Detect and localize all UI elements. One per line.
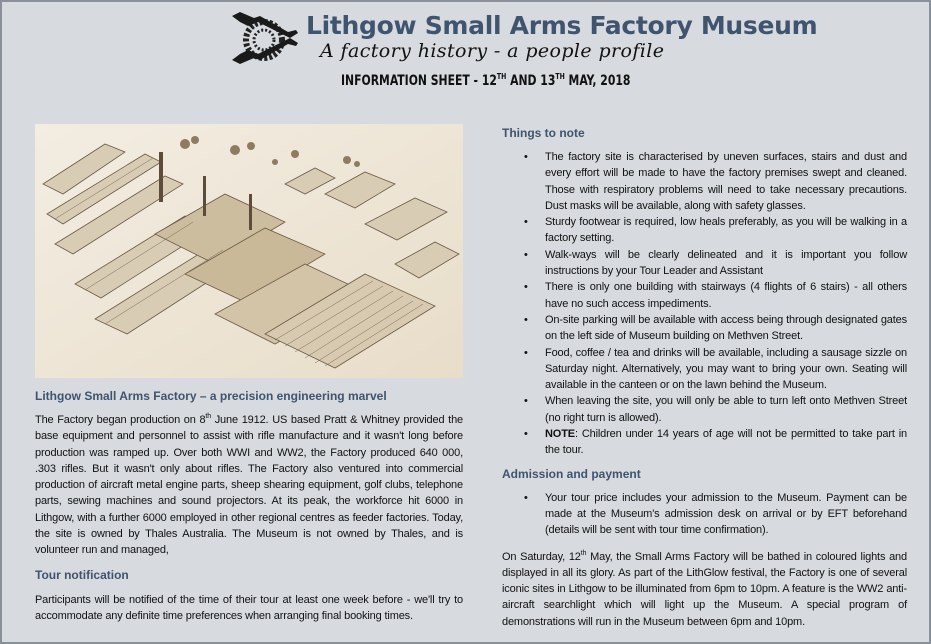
info-sheet-heading xyxy=(341,72,630,89)
bullet-icon: • xyxy=(524,151,528,163)
tour-notification-paragraph: Participants will be notified of the time of their tour at least one week before - we'll try to accommodate any definite time preferences when arranging final booking times. xyxy=(35,593,463,622)
info-sheet-sup-2: TH xyxy=(555,72,565,81)
info-sheet-and: AND 13 xyxy=(506,73,556,89)
info-sheet-sup-1: TH xyxy=(496,72,507,81)
list-item-text: Food, coffee / tea and drinks will be available, including a sausage sizzle on Saturday night. Alternatively, you may want to bring your own. Seating will available in the canteen or on the lawn behind the Museum. xyxy=(545,346,907,392)
lithglow-text-b: May, the Small Arms Factory will be bathed in coloured lights and displayed in all its glory. As part of the LithGlow festival, the Factory is one of several iconic sites in Lithgow to be illuminated from 6pm to 10pm. A feature is the WW2 anti-aircraft searchlight which will light up the Museum. A special program of demonstrations will run in the Museum between 6pm and 10pm. xyxy=(502,550,907,628)
admission-text: Your tour price includes your admission to the Museum. Payment can be made at the Museum's admission desk on arrival or by EFT beforehand (details will be sent with tour time confirmation). xyxy=(545,491,907,537)
factory-sketch-image xyxy=(35,124,463,378)
factory-history-text-b: June 1912. US based Pratt & Whitney provided the base equipment and personnel to assist with rifle manufacture and it wasn't long before production was ramped up. Over both WWI and WW2, the Factory produced 640 000, .303 rifles. But it wasn't only about rifles. The Factory also ventured into commercial production of aircraft metal engine parts, sheep shearing equipment, golf clubs, telephone parts, sewing machines and sound projectors. At its peak, the workforce hit 6000 in Lithgow, with a further 6000 employed in other regional centres as feeder factories. Today, the site is owned by Thales Australia. The Museum is not owned by Thales, and is volunteer run and managed, xyxy=(35,414,463,557)
list-item-text: The factory site is characterised by uneven surfaces, stairs and dust and every effort will be made to have the factory premises swept and cleaned. Those with respiratory problems will need to take necessary precautions. Dust masks will be available, along with safety glasses. xyxy=(545,151,907,212)
lithglow-paragraph xyxy=(502,549,907,630)
list-item xyxy=(502,490,907,539)
right-column xyxy=(502,126,907,630)
list-item xyxy=(502,149,907,214)
right-heading-admission: Admission and payment xyxy=(502,466,641,481)
list-item xyxy=(502,393,907,426)
info-sheet-prefix: INFORMATION SHEET - 12 xyxy=(341,73,497,89)
lithglow-text-a: On Saturday, 12 xyxy=(502,550,581,563)
bullet-icon: • xyxy=(524,248,528,261)
list-item xyxy=(502,312,907,345)
list-item-text: Sturdy footwear is required, low heals preferably, as you will be walking in a factory setting. xyxy=(545,216,907,245)
list-item-text: Walk-ways will be clearly delineated and it is important you follow instructions by your Tour Leader and Assistant xyxy=(545,248,907,278)
header xyxy=(2,2,929,112)
page-subtitle: A factory history - a people profile xyxy=(320,40,665,62)
list-item xyxy=(502,279,907,312)
right-heading-things-to-note: Things to note xyxy=(502,126,585,140)
bullet-icon: • xyxy=(524,216,528,229)
list-item xyxy=(502,214,907,247)
bullet-icon: • xyxy=(524,313,528,326)
list-item-text: There is only one building with stairways (4 flights of 6 stairs) - all others have no such access impediments. xyxy=(545,281,907,310)
bullet-icon: • xyxy=(524,281,528,294)
left-heading-factory: Lithgow Small Arms Factory – a precision engineering marvel xyxy=(35,389,387,403)
page-title: Lithgow Small Arms Factory Museum xyxy=(306,11,818,40)
list-item xyxy=(502,247,907,280)
note-text: : Children under 14 years of age will not be permitted to take part in the tour. xyxy=(545,428,907,457)
rifle-wreath-logo-icon xyxy=(230,8,298,68)
factory-history-paragraph xyxy=(35,412,463,559)
list-item xyxy=(502,345,907,394)
bullet-icon: • xyxy=(524,395,528,408)
things-to-note-list xyxy=(502,149,907,459)
list-item-note xyxy=(502,426,907,459)
info-sheet-suffix: MAY, 2018 xyxy=(564,73,631,89)
list-item-text: When leaving the site, you will only be able to turn left onto Methven Street (no right turn is allowed). xyxy=(545,395,907,424)
factory-history-sup: th xyxy=(205,413,211,420)
factory-history-text-a: The Factory began production on 8 xyxy=(35,414,206,426)
note-label: NOTE xyxy=(545,428,575,441)
left-column xyxy=(35,124,463,624)
admission-list xyxy=(502,490,907,539)
left-heading-tour-notification: Tour notification xyxy=(35,567,129,582)
bullet-icon: • xyxy=(524,428,528,441)
bullet-icon: • xyxy=(524,491,528,504)
list-item-text: On-site parking will be available with access being through designated gates on the left side of Museum building on Methven Street. xyxy=(545,313,907,343)
lithglow-sup: th xyxy=(580,549,587,557)
bullet-icon: • xyxy=(524,346,528,359)
